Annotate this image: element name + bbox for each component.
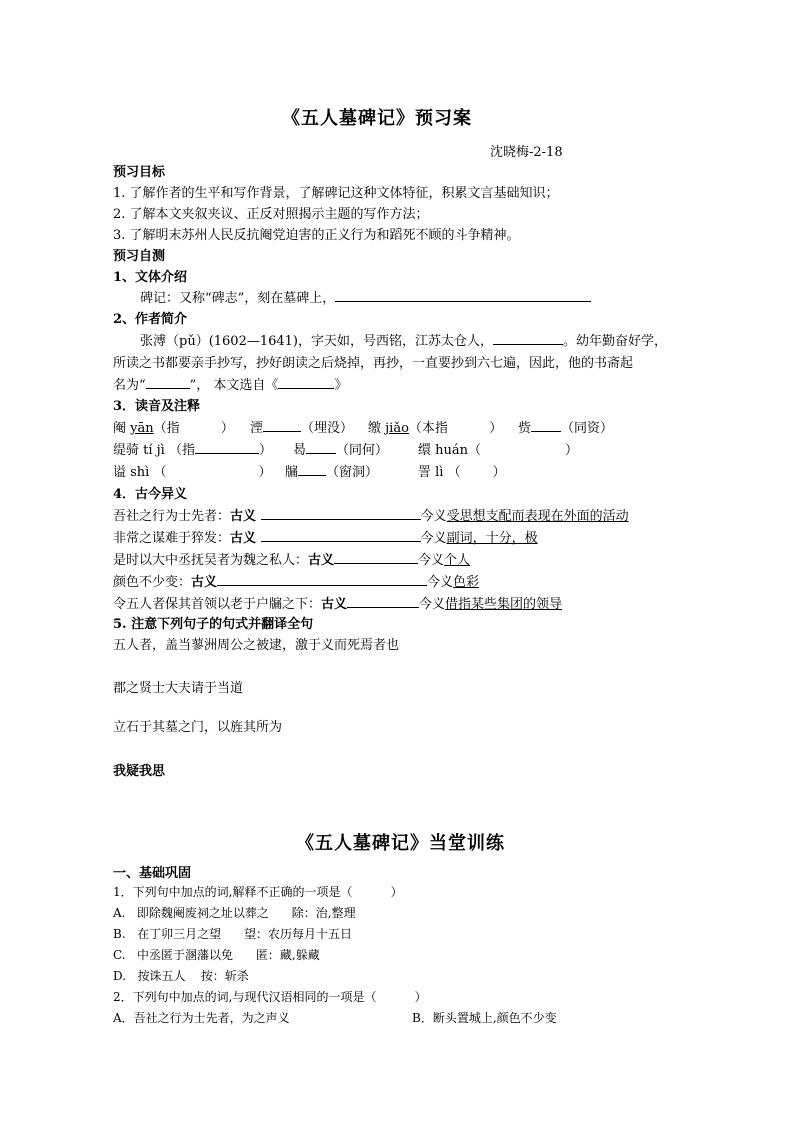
- fill-blank[interactable]: [306, 441, 336, 454]
- question-1-option-b: B. 在丁卯三月之望 望：农历每月十五日: [113, 927, 352, 941]
- fill-blank[interactable]: [493, 332, 563, 345]
- author-paragraph-line3: 名为“ ”， 本文选自《 》: [113, 378, 348, 393]
- gujin-row: 非常之谋难于猝发：古义 今义副词，十分，极: [113, 531, 538, 546]
- pron-item: 詈 lì （ ）: [418, 465, 506, 480]
- question-2-option-b: B．断头置城上,颜色不少变: [412, 1011, 557, 1025]
- doc2-title: 《五人墓碑记》当堂训练: [296, 833, 505, 854]
- pron-item: 曷 （同何）: [293, 443, 389, 458]
- fill-blank[interactable]: [195, 441, 259, 454]
- goal-item: 2. 了解本文夹叙夹议、正反对照揭示主题的写作方法；: [113, 207, 429, 222]
- pron-item: 阉 yān（指 ）: [113, 421, 234, 436]
- pron-item: 牖 （窗洞）: [285, 465, 379, 480]
- pron-item: 湮 （埋没）: [250, 421, 354, 436]
- pron-item: 谥 shì （ ）: [113, 465, 272, 480]
- sub-heading-pronunciation: 3．读音及注释: [113, 399, 201, 414]
- fill-blank[interactable]: [334, 551, 418, 564]
- gujin-row: 吾社之行为士先者：古义 今义受思想支配而表现在外面的活动: [113, 509, 629, 524]
- fill-blank[interactable]: [278, 376, 334, 389]
- goal-item: 1. 了解作者的生平和写作背景，了解碑记这种文体特征，积累文言基础知识；: [113, 186, 559, 201]
- sentence-item: 立石于其墓之门，以旌其所为: [113, 720, 283, 735]
- section-basic-heading: 一、基础巩固: [113, 866, 192, 881]
- fill-blank[interactable]: [261, 529, 421, 542]
- pron-item: 缴 jiǎo（本指 ）: [368, 421, 503, 436]
- genre-text: 碑记：又称“碑志”，刻在墓碑上，: [140, 291, 336, 306]
- sentence-item: 郡之贤士大夫请于当道: [113, 681, 244, 696]
- fill-blank[interactable]: [531, 419, 561, 432]
- question-1-option-a: A. 即除魏阉废祠之址以葬之 除：治,整理: [113, 906, 356, 920]
- sentence-item: 五人者，盖当蓼洲周公之被逮，激于义而死焉者也: [113, 638, 400, 653]
- fill-blank[interactable]: [217, 573, 427, 586]
- author-line: 沈晓梅-2-18: [490, 145, 563, 160]
- question-2: 2．下列句中加点的词,与现代汉语相同的一项是（ ）: [113, 990, 427, 1004]
- genre-line: [140, 287, 591, 306]
- fill-blank[interactable]: [335, 289, 591, 302]
- pron-item: 赀 （同资）: [518, 421, 614, 436]
- section-self-test-heading: 预习自测: [113, 249, 166, 264]
- fill-blank[interactable]: [347, 595, 419, 608]
- pron-item: 缳 huán（ ）: [418, 443, 579, 458]
- author-paragraph-line1: 张溥（pǔ）(1602—1641)，字天如，号西铭，江苏太仓人， 。幼年勤奋好学，: [140, 334, 668, 349]
- pron-item: 缇骑 tí jì （指 ）: [113, 443, 272, 458]
- question-2-option-a: A．吾社之行为士先者，为之声义: [113, 1011, 290, 1025]
- author-paragraph-line2: 所读之书都要亲手抄写，抄好朗读之后烧掉，再抄，一直要抄到六七遍，因此，他的书斋起: [113, 356, 634, 371]
- fill-blank[interactable]: [263, 419, 301, 432]
- gujin-row: 是时以大中丞抚吴者为魏之私人：古义 今义个人: [113, 553, 471, 568]
- question-1-option-c: C. 中丞匿于溷藩以免 匿：藏,躲藏: [113, 948, 320, 962]
- sub-heading-ancient-modern: 4．古今异义: [113, 487, 188, 502]
- section-goals-heading: 预习目标: [113, 165, 166, 180]
- section-doubt-heading: 我疑我思: [113, 764, 166, 779]
- doc1-title: 《五人墓碑记》预习案: [282, 108, 472, 129]
- sub-heading-genre: 1、文体介绍: [113, 270, 188, 285]
- fill-blank[interactable]: [146, 376, 190, 389]
- sub-heading-author: 2、作者简介: [113, 312, 188, 327]
- gujin-row: 令五人者保其首领以老于户牖之下：古义 今义借指某些集团的领导: [113, 597, 563, 612]
- sub-heading-sentences: 5. 注意下列句子的句式并翻译全句: [113, 617, 314, 632]
- question-1-option-d: D. 按诛五人 按：斩杀: [113, 969, 249, 983]
- fill-blank[interactable]: [261, 507, 421, 520]
- goal-item: 3. 了解明末苏州人民反抗阉党迫害的正义行为和蹈死不顾的斗争精神。: [113, 228, 520, 243]
- question-1: 1．下列句中加点的词,解释不正确的一项是（ ）: [113, 885, 403, 899]
- fill-blank[interactable]: [298, 463, 326, 476]
- gujin-row: 颜色不少变：古义 今义色彩: [113, 575, 480, 590]
